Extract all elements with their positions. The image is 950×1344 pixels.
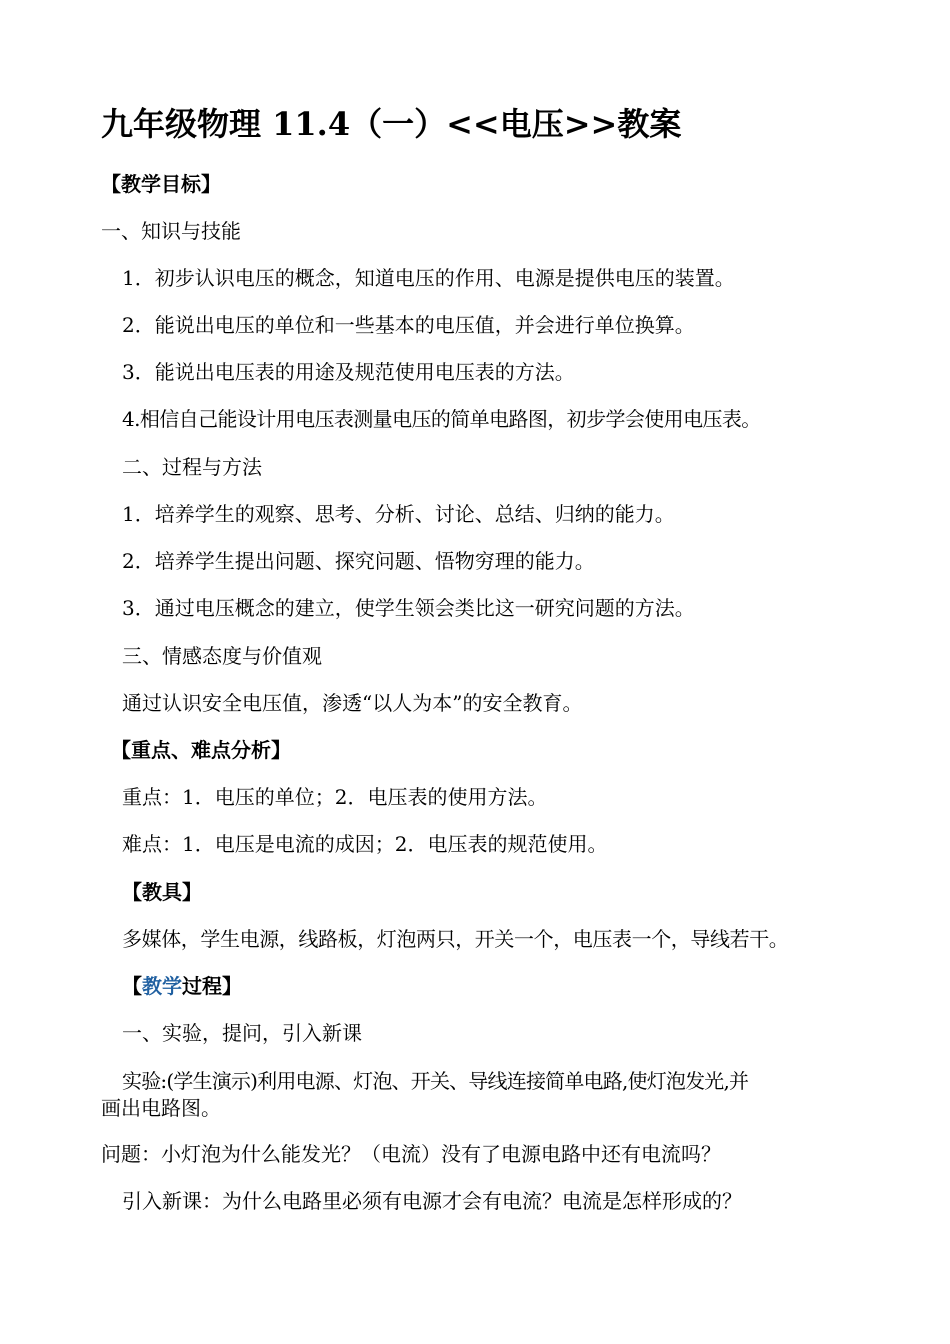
teaching-heading-open: 【 [122,974,142,998]
keypoints-heading: 【重点、难点分析】 [111,738,291,762]
keypoint-text: 重点：1．电压的单位；2．电压表的使用方法。 [122,785,548,809]
tools-heading: 【教具】 [122,880,202,904]
document-title: 九年级物理 11.4（一）<<电压>>教案 [101,105,682,143]
knowledge-item-2: 2．能说出电压的单位和一些基本的电压值，并会进行单位换算。 [122,313,695,337]
process-heading: 二、过程与方法 [122,455,262,479]
intro-text: 引入新课：为什么电路里必须有电源才会有电流？电流是怎样形成的？ [122,1189,742,1213]
process-item-3: 3．通过电压概念的建立，使学生领会类比这一研究问题的方法。 [122,596,695,620]
emotion-text: 通过认识安全电压值，渗透“以人为本”的安全教育。 [122,691,583,715]
teaching-link[interactable]: 教学 [142,974,182,998]
question-text: 问题：小灯泡为什么能发光？（电流）没有了电源电路中还有电流吗？ [101,1142,721,1166]
tools-text: 多媒体，学生电源，线路板，灯泡两只，开关一个，电压表一个，导线若干。 [122,927,789,951]
knowledge-item-3: 3．能说出电压表的用途及规范使用电压表的方法。 [122,360,575,384]
process-item-2: 2．培养学生提出问题、探究问题、悟物穷理的能力。 [122,549,595,573]
teaching-heading [122,974,242,998]
process-item-1: 1．培养学生的观察、思考、分析、讨论、总结、归纳的能力。 [122,502,675,526]
emotion-heading: 三、情感态度与价值观 [122,644,322,668]
knowledge-heading: 一、知识与技能 [101,219,241,243]
knowledge-item-4: 4.相信自己能设计用电压表测量电压的简单电路图，初步学会使用电压表。 [122,407,761,431]
experiment-line-2: 画出电路图。 [101,1096,221,1120]
teaching-heading-rest: 过程】 [182,974,242,998]
knowledge-item-1: 1．初步认识电压的概念，知道电压的作用、电源是提供电压的装置。 [122,266,735,290]
step1-heading: 一、实验，提问，引入新课 [122,1021,362,1045]
difficulty-text: 难点：1．电压是电流的成因；2．电压表的规范使用。 [122,832,608,856]
objectives-heading: 【教学目标】 [101,172,221,196]
experiment-line-1: 实验:(学生演示)利用电源、灯泡、开关、导线连接简单电路,使灯泡发光,并 [122,1069,749,1093]
